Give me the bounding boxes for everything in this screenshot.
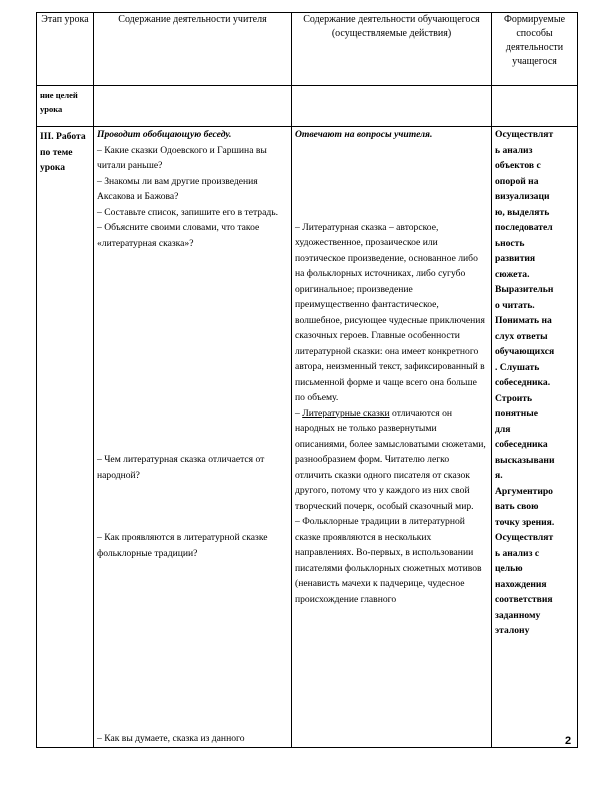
methods-line: эталону [495,625,530,636]
goals-teacher-cell [94,86,292,127]
methods-line: вать свою [495,501,539,512]
methods-line: ь анализ [495,144,533,156]
methods-line: понятные [495,408,539,419]
teacher-question-7: – Как вы думаете, сказка из данного [97,733,245,744]
methods-line: для [495,423,511,435]
teacher-question-6: – Как проявляются в литературной сказке фольклорные традиции? [97,532,268,559]
header-student-activity: Содержание деятельности обучающегося (осуществляемые действия) [292,13,492,86]
main-stage-cell: III. Работа по теме урока [37,127,94,748]
teacher-question-5: – Чем литературная сказка отличается от народной? [97,454,265,481]
methods-line: визуализаци [495,191,550,202]
teacher-activity-cell [94,127,292,748]
methods-line: я. [495,470,503,481]
header-methods: Формируемые способы деятельности учащегося [492,13,578,86]
methods-line: точку зрения. [495,516,555,528]
methods-line: ь анализ с [495,547,540,559]
page-number: 2 [565,735,572,747]
student-activity-cell [292,127,492,748]
student-intro: Отвечают на вопросы учителя. [295,129,433,140]
student-answer-2 [295,406,488,515]
header-stage: Этап урока [37,13,94,86]
methods-line: Аргументиро [495,485,553,497]
methods-line: целью [495,563,523,574]
goals-methods-cell [492,86,578,127]
teacher-task-3: – Составьте список, запишите его в тетрадь. [97,206,278,218]
main-work-row [37,127,578,748]
methods-line: обучающихся [495,346,555,357]
student-answer-2-term: Литературные сказки [302,407,390,419]
goals-stage-cell: ние целей урока [37,86,94,127]
header-teacher-activity: Содержание деятельности учителя [94,13,292,86]
methods-line: собеседника. [495,377,551,388]
methods-line: Понимать на [495,315,552,326]
methods-cell [492,127,578,748]
methods-line: Выразительн [495,284,554,295]
methods-line: последовател [495,222,553,233]
goals-student-cell [292,86,492,127]
student-answer-1: – Литературная сказка – авторское, художественное, прозаическое или поэтическое произведение, основанное либо на фольклорных источниках, либо сугубо оригинальное; произведение преимущественно фантастическое, волшебное, рисующее чудесные приключения сказочных героев. Главные особенности литературной сказки: она имеет конкретного автора, неизменный текст, зафиксированный в письменной форме и чаще всего она больше по объему. [295,221,485,403]
lesson-plan-table [36,12,578,748]
student-answer-3: – Фольклорные традиции в литературной сказке проявляются в нескольких направлениях. Во-первых, в использовании писателями фольклорных сюжетных мотивов (ненависть мачехи к падчерице, чудесное происхождение главного [295,516,482,605]
methods-line: о читать. [495,299,535,311]
methods-line: объектов с [495,160,541,171]
methods-line: соответствия [495,594,553,605]
methods-line: Осуществлят [495,532,554,543]
teacher-question-4: – Объясните своими словами, что такое «литературная сказка»? [97,222,260,249]
student-answer-2-text: отличаются он народных не только развернутыми описаниями, более замысловатыми сюжетами, разнообразием форм. Читателю легко отличить сказки одного писателя от сказок другого, потому что у каждого из них свой творческий почерк, особый сказочный мир. [295,407,486,512]
methods-line: . Слушать [495,361,540,373]
methods-line: опорой на [495,175,539,187]
methods-line: заданному [495,609,541,621]
methods-line: высказывани [495,454,555,466]
goals-row [37,86,578,127]
methods-line: развития [495,253,536,264]
methods-line: сюжета. [495,268,530,280]
teacher-question-2: – Знакомы ли вам другие произведения Аксакова и Бажова? [97,175,258,202]
header-row [37,13,578,86]
methods-line: Осуществлят [495,129,554,140]
methods-line: нахождения [495,578,547,590]
methods-line: ю, выделять [495,206,550,218]
teacher-intro: Проводит обобщающую беседу. [97,129,232,140]
methods-line: собеседника [495,439,548,450]
teacher-question-1: – Какие сказки Одоевского и Гаршина вы читали раньше? [97,144,267,171]
student-answer-2-dash: – [295,407,303,419]
methods-line: Строить [495,392,533,404]
methods-line: слух ответы [495,330,548,342]
methods-line: ьность [495,237,525,249]
